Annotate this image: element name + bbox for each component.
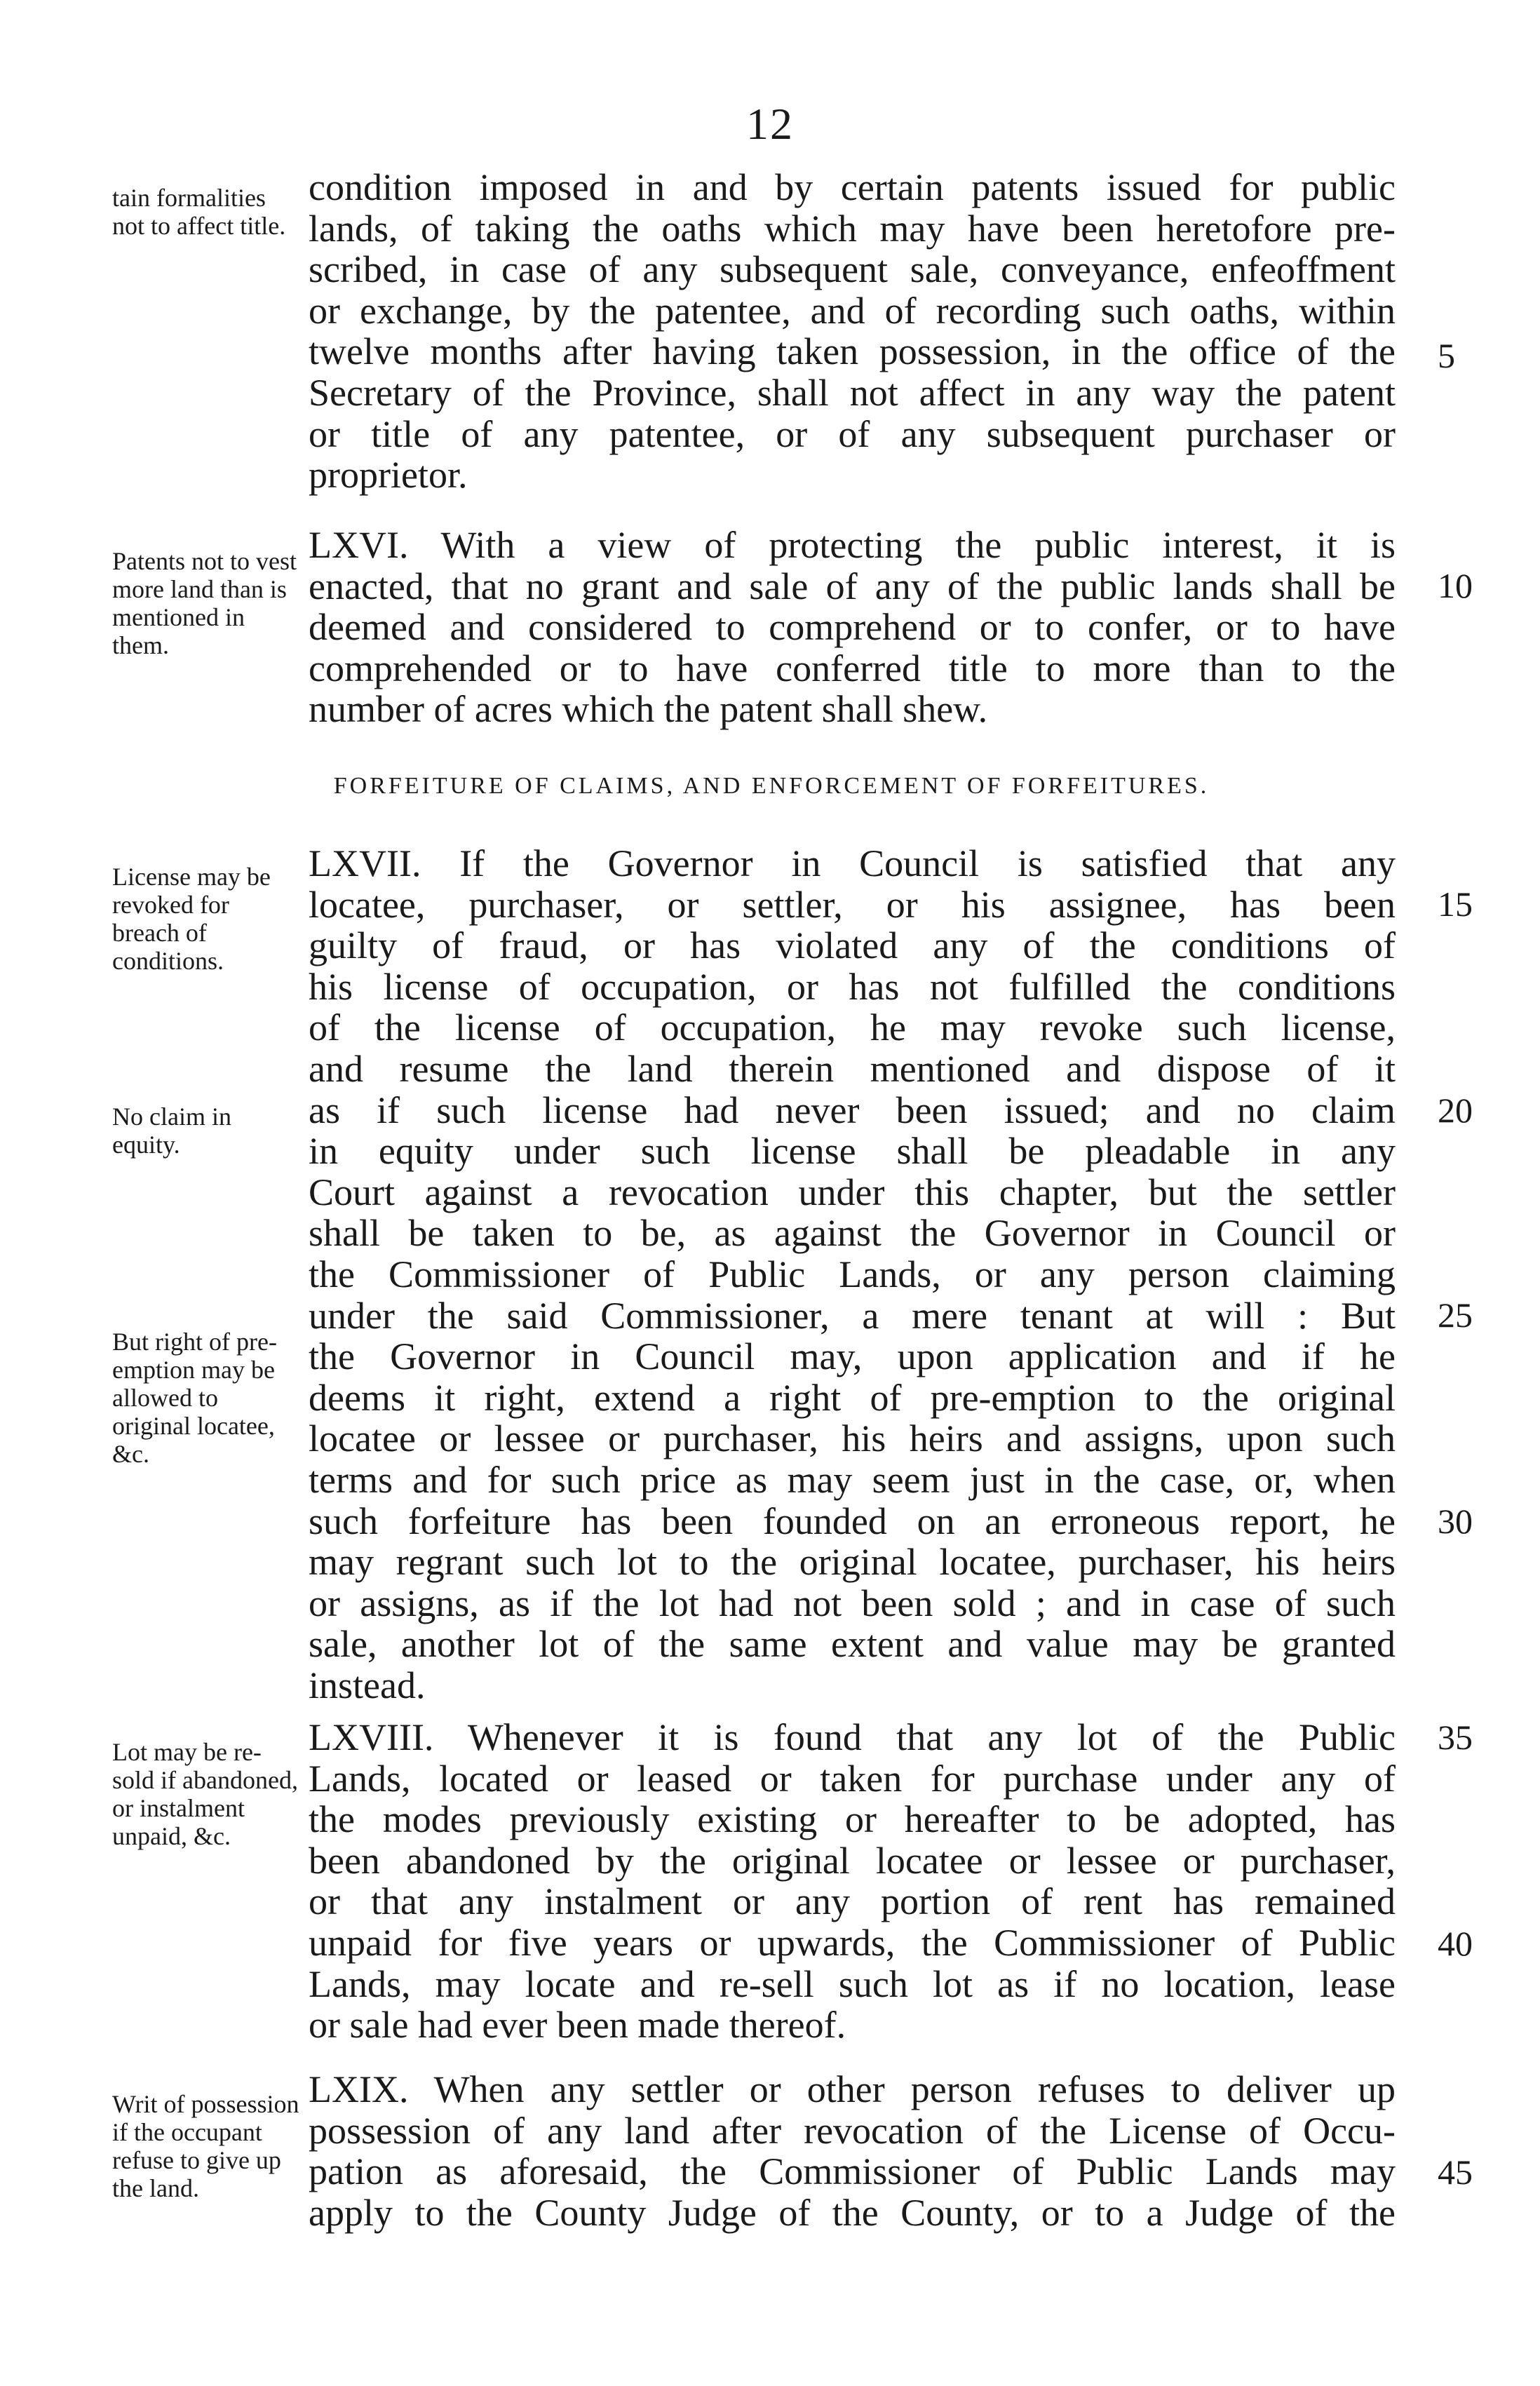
line-number: 10 (1438, 566, 1473, 605)
margin-note-writ-possession: Writ of possession if the occupant refuse to give up the land. (112, 2090, 299, 2202)
text-line: Lands, located or leased or taken for purchase under any of (309, 1757, 1396, 1800)
line-number: 15 (1438, 884, 1473, 924)
text-line: scribed, in case of any subsequent sale, conveyance, enfeoffment (309, 248, 1396, 291)
paragraph-lxvii (309, 843, 1396, 1706)
text-line: been abandoned by the original locatee or lessee or purchaser, (309, 1839, 1396, 1882)
text-line: apply to the County Judge of the County, or to a Judge of the (309, 2191, 1396, 2234)
section-heading: FORFEITURE OF CLAIMS, AND ENFORCEMENT OF FORFEITURES. (333, 773, 1210, 799)
text-line: proprietor. (309, 454, 468, 497)
text-line: shall be taken to be, as against the Governor in Council or (309, 1212, 1396, 1255)
text-line: under the said Commissioner, a mere tenant at will : But (309, 1294, 1396, 1337)
paragraph-lxvi (309, 525, 1396, 730)
line-number: 5 (1438, 336, 1455, 375)
text-line: lands, of taking the oaths which may have been heretofore pre- (309, 207, 1396, 250)
line-number: 45 (1438, 2152, 1473, 2192)
line-number: 25 (1438, 1295, 1473, 1335)
text-line: locatee or lessee or purchaser, his heirs and assigns, upon such (309, 1417, 1396, 1460)
text-line: may regrant such lot to the original locatee, purchaser, his heirs (309, 1541, 1396, 1584)
paragraph-lxviii (309, 1717, 1396, 2046)
text-line: such forfeiture has been founded on an erroneous report, he (309, 1499, 1396, 1542)
text-line: as if such license had never been issued; and no claim (309, 1088, 1396, 1131)
text-line: unpaid for five years or upwards, the Commissioner of Public (309, 1921, 1396, 1964)
text-line: the modes previously existing or hereafter to be adopted, has (309, 1798, 1396, 1841)
text-line: his license of occupation, or has not fulfilled the conditions (309, 965, 1396, 1008)
line-numbers (1438, 0, 1480, 2386)
text-line: LXVII. If the Governor in Council is satisfied that any (309, 842, 1396, 884)
text-line: Lands, may locate and re-sell such lot as if no location, lease (309, 1962, 1396, 2005)
text-line: possession of any land after revocation of the License of Occu- (309, 2109, 1396, 2152)
text-line: Secretary of the Province, shall not affect in any way the patent (309, 371, 1396, 414)
line-number: 40 (1438, 1924, 1473, 1963)
text-line: the Governor in Council may, upon application and if he (309, 1335, 1396, 1378)
text-line: LXVIII. Whenever it is found that any lot of the Public (309, 1716, 1396, 1758)
margin-note-license-revoked: License may be revoked for breach of conditions. (112, 863, 271, 975)
text-line: number of acres which the patent shall shew. (309, 688, 988, 731)
margin-note-formalities: tain formalities not to affect title. (112, 184, 286, 240)
text-line: the Commissioner of Public Lands, or any person claiming (309, 1253, 1396, 1295)
text-line: pation as aforesaid, the Commissioner of Public Lands may (309, 2150, 1396, 2193)
text-line: sale, another lot of the same extent and value may be granted (309, 1623, 1396, 1666)
paragraph-lxix (309, 2069, 1396, 2233)
text-line: condition imposed in and by certain patents issued for public (309, 166, 1396, 208)
text-line: in equity under such license shall be pleadable in any (309, 1130, 1396, 1173)
line-number: 35 (1438, 1718, 1473, 1757)
margin-note-patents: Patents not to vest more land than is mentioned in them. (112, 547, 297, 659)
margin-note-lot-resold: Lot may be re-sold if abandoned, or instalment unpaid, &c. (112, 1738, 298, 1850)
text-line: or title of any patentee, or of any subsequent purchaser or (309, 412, 1396, 455)
page-number: 12 (746, 99, 794, 149)
text-line: deemed and considered to comprehend or to confer, or to have (309, 606, 1396, 649)
line-number: 30 (1438, 1502, 1473, 1541)
text-line: of the license of occupation, he may revoke such license, (309, 1006, 1396, 1049)
text-line: terms and for such price as may seem just in the case, or, when (309, 1458, 1396, 1501)
text-line: instead. (309, 1664, 426, 1706)
text-line: or sale had ever been made thereof. (309, 2004, 846, 2047)
margin-note-no-claim: No claim in equity. (112, 1103, 231, 1159)
text-line: deems it right, extend a right of pre-emption to the original (309, 1376, 1396, 1419)
text-line: locatee, purchaser, or settler, or his assignee, has been (309, 883, 1396, 926)
text-line: enacted, that no grant and sale of any of the public lands shall be (309, 565, 1396, 607)
text-line: LXVI. With a view of protecting the public interest, it is (309, 524, 1396, 566)
text-line: Court against a revocation under this chapter, but the settler (309, 1171, 1396, 1213)
text-line: or exchange, by the patentee, and of recording such oaths, within (309, 289, 1396, 332)
text-line: or that any instalment or any portion of rent has remained (309, 1880, 1396, 1923)
line-number: 20 (1438, 1091, 1473, 1130)
paragraph-continuation (309, 167, 1396, 496)
text-line: guilty of fraud, or has violated any of the conditions of (309, 924, 1396, 967)
text-line: and resume the land therein mentioned and dispose of it (309, 1047, 1396, 1090)
text-line: LXIX. When any settler or other person refuses to deliver up (309, 2068, 1396, 2110)
text-line: or assigns, as if the lot had not been sold ; and in case of such (309, 1582, 1396, 1624)
text-line: twelve months after having taken possession, in the office of the (309, 330, 1396, 373)
text-line: comprehended or to have conferred title to more than to the (309, 647, 1396, 689)
margin-note-pre-emption: But right of pre-emption may be allowed to original locatee, &c. (112, 1328, 277, 1468)
